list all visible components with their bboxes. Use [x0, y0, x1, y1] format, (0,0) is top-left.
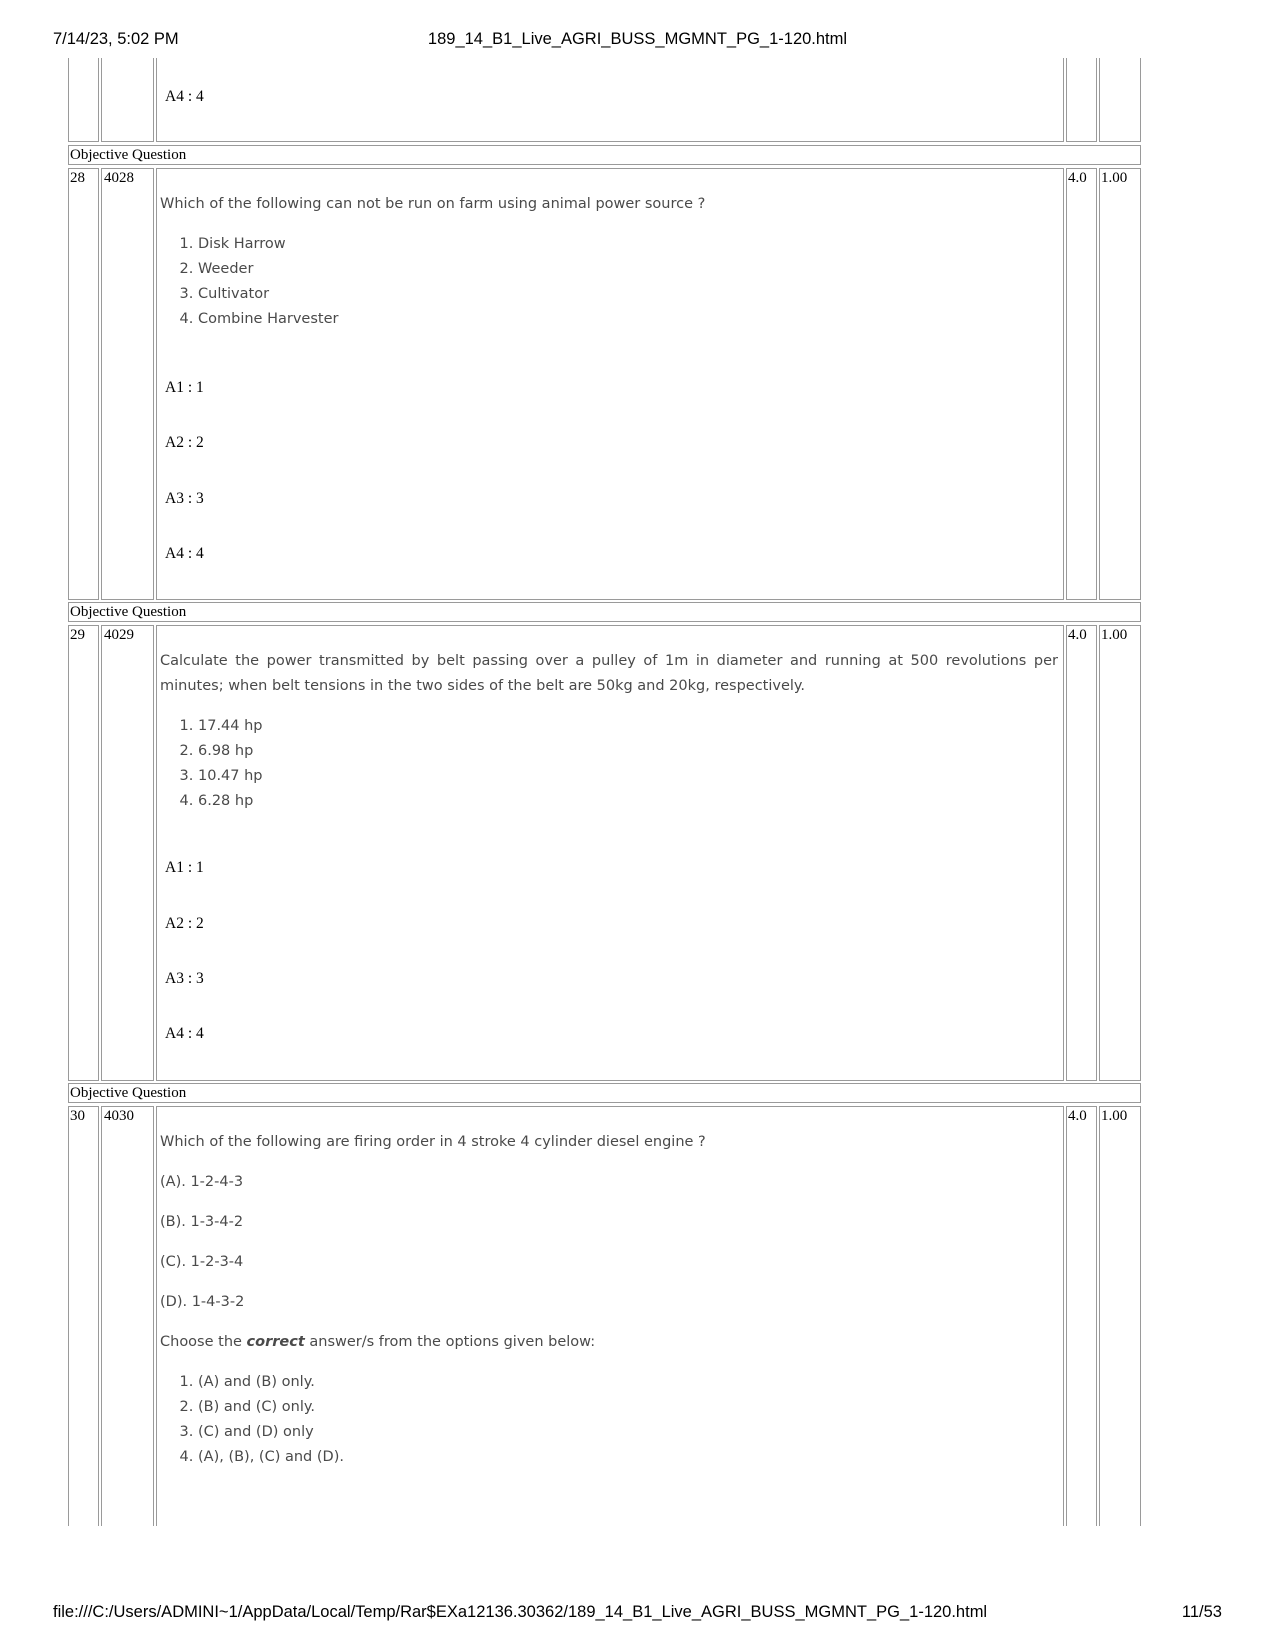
- q30-statement-c: (C). 1-2-3-4: [160, 1254, 244, 1270]
- q29-qid: 4029: [104, 627, 134, 643]
- q28-marks-cell: [1066, 168, 1097, 600]
- section-label-row: [68, 1083, 1141, 1103]
- q28-negative: 1.00: [1101, 170, 1128, 186]
- q28-answer-4: A4 : 4: [165, 545, 204, 562]
- q28-sno: 28: [70, 170, 85, 186]
- q30-option-3: 3. (C) and (D) only: [198, 1420, 1058, 1445]
- q28-options: [160, 232, 1058, 332]
- q29-answer-1: A1 : 1: [165, 859, 204, 876]
- q29-negative: 1.00: [1101, 627, 1128, 643]
- q29-option-4: 4. 6.28 hp: [198, 789, 1058, 814]
- q28-answer-1: A1 : 1: [165, 379, 204, 396]
- q28-negative-cell: [1099, 168, 1141, 600]
- q30-statement-d: (D). 1-4-3-2: [160, 1294, 245, 1310]
- prev-question-cell: [156, 58, 1064, 142]
- q28-answer-3: A3 : 3: [165, 490, 204, 507]
- q30-instruction-emphasis: correct: [246, 1334, 305, 1350]
- q30-instruction-suffix: answer/s from the options given below:: [304, 1334, 596, 1350]
- q28-option-4: 4. Combine Harvester: [198, 307, 1058, 332]
- q29-answer-2: A2 : 2: [165, 915, 204, 932]
- q28-stem: Which of the following can not be run on farm using animal power source ?: [160, 196, 706, 212]
- q30-options: [160, 1370, 1058, 1470]
- q29-question-text: [160, 649, 1058, 814]
- section-label: Objective Question: [70, 604, 187, 620]
- q29-sno: 29: [70, 627, 85, 643]
- print-datetime: 7/14/23, 5:02 PM: [53, 30, 179, 48]
- section-label-row: [68, 145, 1141, 165]
- q30-option-2: 2. (B) and (C) only.: [198, 1395, 1058, 1420]
- q30-sno: 30: [70, 1108, 85, 1124]
- prev-marks-cell: [1066, 58, 1097, 142]
- section-label: Objective Question: [70, 147, 187, 163]
- q30-qid-cell: [101, 1106, 154, 1526]
- q29-marks: 4.0: [1068, 627, 1087, 643]
- q30-instruction-prefix: Choose the: [160, 1334, 247, 1350]
- q29-marks-cell: [1066, 625, 1097, 1081]
- document-title: 189_14_B1_Live_AGRI_BUSS_MGMNT_PG_1-120.html: [427, 30, 848, 48]
- q29-sno-cell: [68, 625, 99, 1081]
- q30-statement-b: (B). 1-3-4-2: [160, 1214, 244, 1230]
- q29-option-3: 3. 10.47 hp: [198, 764, 1058, 789]
- q29-answer-4: A4 : 4: [165, 1025, 204, 1042]
- q29-negative-cell: [1099, 625, 1141, 1081]
- prev-sno-cell: [68, 58, 99, 142]
- q28-answer-2: A2 : 2: [165, 434, 204, 451]
- q30-marks-cell: [1066, 1106, 1097, 1526]
- prev-negative-cell: [1099, 58, 1141, 142]
- q28-option-2: 2. Weeder: [198, 257, 1058, 282]
- q29-qid-cell: [101, 625, 154, 1081]
- q30-qid: 4030: [104, 1108, 134, 1124]
- q29-stem: Calculate the power transmitted by belt passing over a pulley of 1m in diameter and running at 500 revolutions per minutes; when belt tensions in the two sides of the belt are 50kg and 20kg, respectively.: [160, 653, 1058, 694]
- q28-qid: 4028: [104, 170, 134, 186]
- q30-instruction: [160, 1330, 1058, 1355]
- q30-question-text: [160, 1130, 1058, 1470]
- q28-question-text: [160, 192, 1058, 332]
- q29-options: [160, 714, 1058, 814]
- prev-answer-4: A4 : 4: [165, 88, 204, 105]
- q28-sno-cell: [68, 168, 99, 600]
- page-number: 11/53: [1181, 1603, 1222, 1621]
- q30-negative-cell: [1099, 1106, 1141, 1526]
- q29-option-1: 1. 17.44 hp: [198, 714, 1058, 739]
- q29-answer-3: A3 : 3: [165, 970, 204, 987]
- q30-marks: 4.0: [1068, 1108, 1087, 1124]
- q30-negative: 1.00: [1101, 1108, 1128, 1124]
- q30-option-4: 4. (A), (B), (C) and (D).: [198, 1445, 1058, 1470]
- q28-option-3: 3. Cultivator: [198, 282, 1058, 307]
- section-label: Objective Question: [70, 1085, 187, 1101]
- prev-qid-cell: [101, 58, 154, 142]
- q30-option-1: 1. (A) and (B) only.: [198, 1370, 1058, 1395]
- q29-option-2: 2. 6.98 hp: [198, 739, 1058, 764]
- q28-option-1: 1. Disk Harrow: [198, 232, 1058, 257]
- q28-marks: 4.0: [1068, 170, 1087, 186]
- q30-stem: Which of the following are firing order in 4 stroke 4 cylinder diesel engine ?: [160, 1134, 706, 1150]
- q30-statement-a: (A). 1-2-4-3: [160, 1174, 244, 1190]
- file-path: file:///C:/Users/ADMINI~1/AppData/Local/Temp/Rar$EXa12136.30362/189_14_B1_Live_AGRI_BUSS_MGMNT_PG_1-120.html: [53, 1603, 988, 1621]
- q28-qid-cell: [101, 168, 154, 600]
- section-label-row: [68, 602, 1141, 622]
- q30-sno-cell: [68, 1106, 99, 1526]
